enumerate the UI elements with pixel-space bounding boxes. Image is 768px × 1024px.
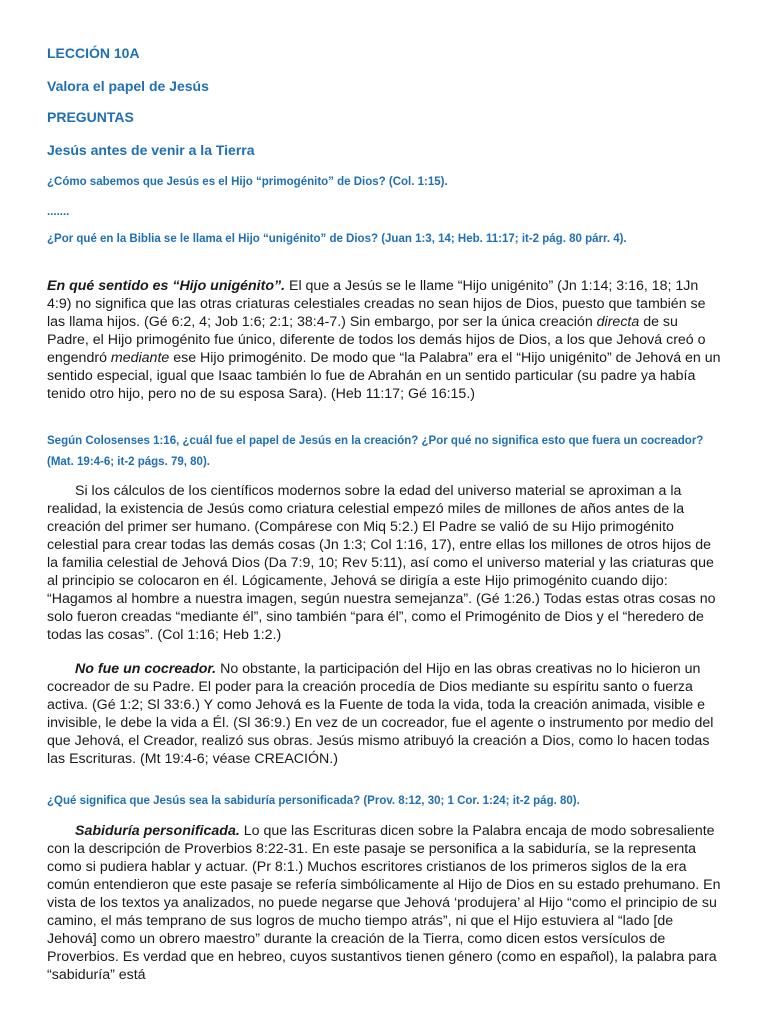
- paragraph-sabiduria: Sabiduría personificada. Lo que las Escrituras dicen sobre la Palabra encaja de modo sobresaliente con la descripción de Proverbios 8:22-31. En este pasaje se personifica a la sabiduría, se la representa como si pudiera hablar y actuar. (Pr 8:1.) Muchos escritores cristianos de los primeros siglos de la era común entendieron que este pasaje se refería simbólicamente al Hijo de Dios en su estado prehumano. En vista de los textos ya analizados, no puede negarse que Jehová ‘produjera’ al Hijo “como el principio de su camino, el más temprano de sus logros de mucho tiempo atrás”, ni que el Hijo estuviera al “lado [de Jehová] como un obrero maestro” durante la creación de la Tierra, como dicen estos versículos de Proverbios. Es verdad que en hebreo, cuyos sustantivos tienen género (como en español), la palabra para “sabiduría” está: [47, 823, 721, 983]
- paragraph-creation: Si los cálculos de los científicos modernos sobre la edad del universo material se aproximan a la realidad, la existencia de Jesús como criatura celestial empezó miles de millones de años antes de la creación del primer ser humano. (Compárese con Miq 5:2.) El Padre se valió de su Hijo primogénito celestial para crear todas las demás cosas (Jn 1:3; Col 1:16, 17), entre ellas los millones de otros hijos de la familia celestial de Jehová Dios (Da 7:9, 10; Rev 5:11), así como el universo material y las criaturas que al principio se colocaron en él. Lógicamente, Jehová se dirigía a este Hijo primogénito cuando dijo: “Hagamos al hombre a nuestra imagen, según nuestra semejanza”. (Gé 1:26.) Todas estas otras cosas no solo fueron creadas “mediante él”, sino también “para él”, como el Primogénito de Dios y el “heredero de todas las cosas”. (Col 1:16; Heb 1:2.): [47, 483, 716, 643]
- question-2: ¿Por qué en la Biblia se le llama el Hijo “unigénito” de Dios? (Juan 1:3, 14; Heb. 11:17; it-2 pág. 80 párr. 4).: [47, 233, 627, 245]
- question-4: ¿Qué significa que Jesús sea la sabiduría personificada? (Prov. 8:12, 30; 1 Cor. 1:24; it-2 pág. 80).: [47, 795, 580, 807]
- paragraph-lead: Sabiduría personificada.: [75, 823, 240, 839]
- ellipsis: .......: [47, 206, 70, 218]
- paragraph-cocreador: No fue un cocreador. No obstante, la participación del Hijo en las obras creativas no lo hicieron un cocreador de su Padre. El poder para la creación procedía de Dios mediante su espíritu santo o fuerza activa. (Gé 1:2; Sl 33:6.) Y como Jehová es la Fuente de toda la vida, toda la creación animada, visible e invisible, le debe la vida a Él. (Sl 36:9.) En vez de un cocreador, fue el agente o instrumento por medio del que Jehová, el Creador, realizó sus obras. Jesús mismo atribuyó la creación a Dios, como lo hacen todas las Escrituras. (Mt 19:4-6; véase CREACIÓN.): [47, 661, 714, 767]
- topic-heading: Jesús antes de venir a la Tierra: [47, 142, 255, 158]
- lesson-subtitle: Valora el papel de Jesús: [47, 78, 209, 94]
- paragraph-lead: No fue un cocreador.: [75, 661, 217, 677]
- lesson-title: LECCIÓN 10A: [47, 45, 140, 61]
- question-3: Según Colosenses 1:16, ¿cuál fue el papel de Jesús en la creación? ¿Por qué no significa esto que fuera un cocreador? (Mat. 19:4-6; it-2 págs. 79, 80).: [47, 435, 704, 468]
- question-1: ¿Cómo sabemos que Jesús es el Hijo “primogénito” de Dios? (Col. 1:15).: [47, 176, 448, 188]
- section-heading: PREGUNTAS: [47, 109, 134, 125]
- paragraph-unigenito: En qué sentido es “Hijo unigénito”. El que a Jesús se le llame “Hijo unigénito” (Jn 1:14; 3:16, 18; 1Jn 4:9) no significa que las otras criaturas celestiales creadas no sean hijos de Dios, puesto que también se las llama hijos. (Gé 6:2, 4; Job 1:6; 2:1; 38:4-7.) Sin embargo, por ser la única creación directa de su Padre, el Hijo primogénito fue único, diferente de todos los demás hijos de Dios, a los que Jehová creó o engendró mediante ese Hijo primogénito. De modo que “la Palabra” era el “Hijo unigénito” de Jehová en un sentido especial, igual que Isaac también lo fue de Abrahán en un sentido particular (su padre ya había tenido otro hijo, pero no de su esposa Sara). (Heb 11:17; Gé 16:15.): [47, 278, 721, 402]
- paragraph-lead: En qué sentido es “Hijo unigénito”.: [47, 278, 286, 294]
